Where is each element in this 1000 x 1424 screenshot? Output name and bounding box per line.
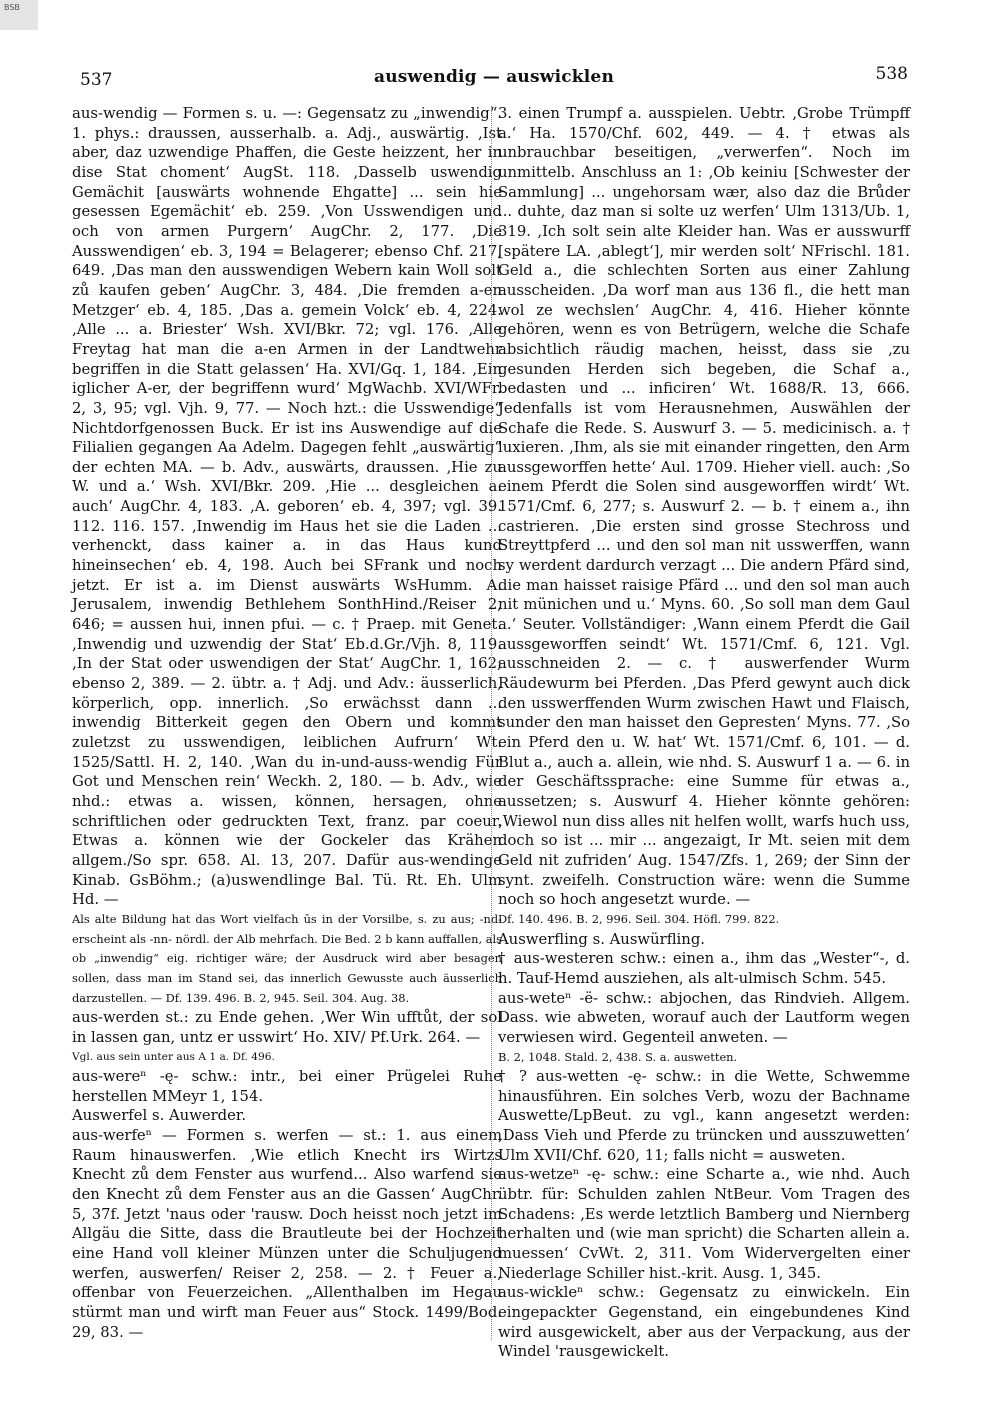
entry-auswerfling: Auswerfling s. Auswürfling. [498, 930, 705, 948]
page-number-right: 538 [875, 64, 908, 84]
entry-auswete: aus-weteⁿ -ë- schw.: abjochen, das Rindvieh. Allgem. Dass. wie abweten, worauf auch der Lautform wegen verwiesen wird. Gegenteil anweten. — [498, 989, 910, 1046]
entry-auswerden: aus-werden st.: zu Ende gehen. ‚Wer Win ufftůt, der sol in lassen gan, untz er usswirt‘ Ho. XIV/ Pf.Urk. 264. — [72, 1009, 502, 1046]
entry-auswetten: † ? aus-wetten -ę- schw.: in die Wette, Schwemme hinausführen. Ein solches Verb, wozu der Bachname Auswette/LpBeut. zu vgl., kann angesetzt werden: ‚Dass Vieh und Pferde zu trüncken und ausszuwetten‘ Ulm XVII/Chf. 620, 11; falls nicht = ausweten. [498, 1068, 910, 1164]
library-stamp: BSB [0, 0, 38, 30]
right-column [498, 104, 910, 1362]
entry-auswerfen-cont: 3. einen Trumpf a. ausspielen. Uebtr. ‚Grobe Trümpff a.‘ Ha. 1570/Chf. 602, 449. — 4. † etwas als unbrauchbar beseitigen, „verwerfen“. Noch im unmittelb. Anschluss an 1: ‚Ob keiniu [Schwester der Sammlung] ... ungehorsam wær, also daz die Brůder ... duhte, daz man si solte uz werfen‘ Ulm 1313/Ub. 1, 319. ‚Ich solt sein alte Kleider han. Was er ausswurff [spätere LA. ‚ablegt‘], mir werden solt‘ NFrischl. 181. Geld a., die schlechten Sorten aus einer Zahlung ausscheiden. ‚Da worf man aus 136 fl., die hett man wol ze wechslen‘ AugChr. 4, 416. Hieher könnte gehören, wenn es von Betrügern, welche die Schafe absichtlich räudig machen, heisst, dass sie ‚zu gesunden Herden sich begeben, die Schaf a., bedasten und ... inficiren‘ Wt. 1688/R. 13, 666. Jedenfalls ist vom Herausnehmen, Auswählen der Schafe die Rede. S. Auswurf 3. — 5. medicinisch. a. † luxieren. ‚Ihm, als sie mit einander ringetten, den Arm aussgeworffen hette‘ Aul. 1709. Hieher viell. auch: ‚So einem Pferdt die Solen sind ausgeworffen wirdt‘ Wt. 1571/Cmf. 6, 277; s. Auswurf 2. — b. † einem a., ihn castrieren. ‚Die ersten sind grosse Stechross und Streyttpferd ... und den sol man nit usswerffen, wann sy werdent dardurch verzagt ... Die andern Pfärd sind, die man haisset raisige Pfärd ... und den sol man auch nit münichen und u.‘ Myns. 60. ‚So soll man dem Gaul a.‘ Seuter. Vollständiger: ‚Wann einem Pferdt die Gail aussgeworffen seindt‘ Wt. 1571/Cmf. 6, 121. Vgl. ausschneiden 2. — c. † auswerfender Wurm Räudewurm bei Pferden. ‚Das Pferd gewynt auch dick den usswerffenden Wurm zwischen Hawt und Flaisch, sunder den man haisset den Gepresten‘ Myns. 77. ‚So ein Pferd den u. W. hat‘ Wt. 1571/Cmf. 6, 101. — d. Blut a., auch a. allein, wie nhd. S. Auswurf 1 a. — 6. in der Geschäftssprache: eine Summe für etwas a., aussetzen; s. Auswurf 4. Hieher könnte gehören: ‚Wiewol nun diss alles nit helfen wollt, warfs huch uss, doch so ist ... mir ... angezaigt, Ir Mt. seien mit dem Geld nit zufriden‘ Aug. 1547/Zfs. 1, 269; der Sinn der synt. zweifelh. Construction wäre: wenn die Summe noch so hoch angesetzt wurde. — [498, 105, 910, 909]
entry-auswendig: aus-wendig — Formen s. u. —: Gegensatz zu „inwendig“. 1. phys.: draussen, ausserhalb. a. Adj., auswärtig. ‚Ist aber, daz uzwendige Phaffen, die Geste heizzent, her in dise Stat choment‘ AugSt. 118. ‚Dasselb uswendig Gemächit [auswärts wohnende Ehgatte] ... sein hie gesessen Egemächit‘ eb. 259. ‚Von Usswendigen und och von armen Purgern‘ AugChr. 2, 177. ‚Die Ausswendigen‘ eb. 3, 194 = Belagerer; ebenso Chf. 217, 649. ‚Das man den ausswendigen Webern kain Woll solt zů kaufen geben‘ AugChr. 3, 484. ‚Die fremden a-en Metzger‘ eb. 4, 185. ‚Das a. gemein Volck‘ eb. 4, 224. ‚Alle ... a. Briester‘ Wsh. XVI/Bkr. 72; vgl. 176. ‚Alle Freytag hat man die a-en Armen in der Landtwehr begriffen in die Statt gelassen‘ Ha. XVI/Gq. 1, 184. ‚Ein iglicher A-er, der begriffenn wurd‘ MgWachb. XVI/WFr. 2, 3, 95; vgl. Vjh. 9, 77. — Noch hzt.: die Usswendige“ Nichtdorfgenossen Buck. Er ist ins Auswendige auf die Filialien gegangen Aa Adelm. Dagegen fehlt „auswärtig“ der echten MA. — b. Adv., auswärts, draussen. ‚Hie zu W. und a.‘ Wsh. XVI/Bkr. 209. ‚Hie ... desgleichen a. auch‘ AugChr. 4, 183. ‚A. geboren‘ eb. 4, 397; vgl. 39. 112. 116. 157. ‚Inwendig im Haus het sie die Laden ... verhenckt, dass kainer a. in das Haus kund hineinsechen‘ eb. 4, 198. Auch bei SFrank und noch jetzt. Er ist a. im Dienst auswärts WsHumm. A. Jerusalem, inwendig Bethlehem SonthHind./Reiser 2, 646; = aussen hui, innen pfui. — c. † Praep. mit Genet. ‚Inwendig und uzwendig der Stat‘ Eb.d.Gr./Vjh. 8, 119. ‚In der Stat oder uswendigen der Stat‘ AugChr. 1, 162; ebenso 2, 389. — 2. übtr. a. † Adj. und Adv.: äusserlich, körperlich, opp. innerlich. ‚So erwächsst dann ... inwendig Bitterkeit gegen den Obern und kommt zuletzst zu usswendigen, leiblichen Aufrurn‘ Wt. 1525/Sattl. H. 2, 140. ‚Wan du in-und-auss-wendig Für Got und Menschen rein‘ Weckh. 2, 180. — b. Adv., wie nhd.: etwas a. wissen, können, hersagen, ohne schriftlichen oder gedruckten Text, franz. par coeur. Etwas a. können wie der Gockeler das Krähen allgem./So spr. 658. Al. 13, 207. Dafür aus-wendinge Kinab. GsBöhm.; (a)uswendlinge Bal. Tü. Rt. Eh. Ulm Hd. — [72, 105, 502, 909]
page-number-left: 537 [80, 70, 113, 90]
page-header [80, 62, 908, 92]
entry-auswerfen: aus-werfeⁿ — Formen s. werfen — st.: 1. aus einem Raum hinauswerfen. ‚Wie etlich Knecht irs Wirtzs Knecht zů dem Fenster aus wurfend... Also warfend sie den Knecht zů dem Fenster aus an die Gassen‘ AugChr. 5, 37f. Jetzt 'naus oder 'rausw. Doch heisst noch jetzt im Allgäu die Sitte, dass die Brautleute bei der Hochzeit eine Hand voll kleiner Münzen unter die Schuljugend werfen, auswerfen/ Reiser 2, 258. — 2. † Feuer a., offenbar von Feuerzeichen. „Allenthalben im Hegau stürmt man und wirft man Feuer aus“ Stock. 1499/Bod. 29, 83. — [72, 1127, 502, 1341]
column-separator [491, 106, 492, 1340]
entry-auswerfel: Auswerfel s. Auwerder. [72, 1107, 247, 1125]
running-title: auswendig — auswicklen [373, 67, 615, 87]
note-auswerden: Vgl. aus sein unter aus A 1 a. Df. 496. [72, 1050, 275, 1063]
entry-auswesteren: † aus-westeren schw.: einen a., ihm das „Wester“-, d. h. Tauf-Hemd ausziehen, als alt-ulmisch Schm. 545. [498, 950, 910, 987]
note-auswete: B. 2, 1048. Stald. 2, 438. S. a. auswetten. [498, 1049, 738, 1064]
note-auswendig: Als alte Bildung hat das Wort vielfach ūs in der Vorsilbe, s. zu aus; -nd- erscheint als -nn- nördl. der Alb mehrfach. Die Bed. 2 b kann auffallen, als ob „inwendig“ eig. richtiger wäre; der Ausdruck wird aber besagen sollen, dass man im Stand sei, das innerlich Gewusste auch äusserlich darzustellen. — Df. 139. 496. B. 2, 945. Seil. 304. Aug. 38. [72, 911, 502, 1005]
note-auswerfen: Df. 140. 496. B. 2, 996. Seil. 304. Höfl. 799. 822. [498, 911, 780, 926]
entry-auswetze: aus-wetzeⁿ -ę- schw.: eine Scharte a., wie nhd. Auch übtr. für: Schulden zahlen NtBeur. Vom Tragen des Schadens: ‚Es werde letztlich Bamberg und Niernberg herhalten und (wie man spricht) die Scharten allein a. muessen‘ CvWt. 2, 311. Vom Widervergelten einer Niederlage Schiller hist.-krit. Ausg. 1, 345. [498, 1166, 910, 1282]
entry-auswickle: aus-wickleⁿ schw.: Gegensatz zu einwickeln. Ein eingepackter Gegenstand, ein eingebundenes Kind wird ausgewickelt, aber aus der Verpackung, aus der Windel 'rausgewickelt. [498, 1284, 910, 1361]
entry-auswere: aus-wereⁿ -ę- schw.: intr., bei einer Prügelei Ruhe herstellen MMeyr 1, 154. [72, 1068, 502, 1105]
left-column [72, 104, 502, 1342]
